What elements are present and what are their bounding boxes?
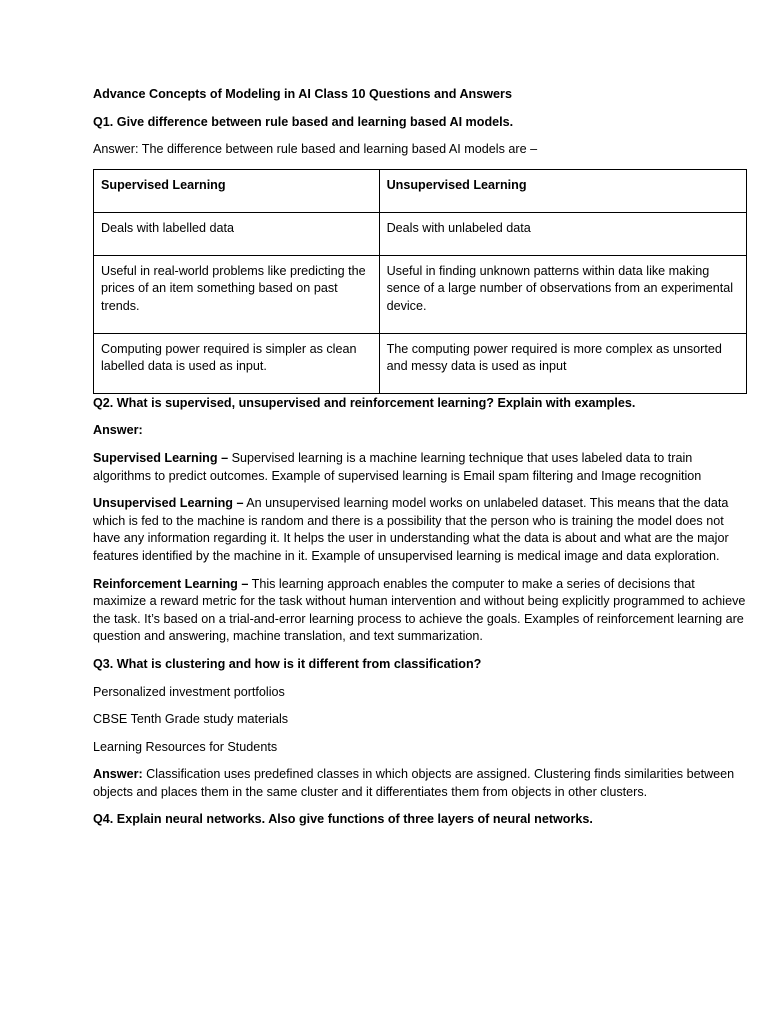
table-header-cell: Supervised Learning xyxy=(94,169,380,212)
table-row xyxy=(94,255,747,333)
table-cell: Computing power required is simpler as clean labelled data is used as input. xyxy=(94,333,380,393)
definition-text: An unsupervised learning model works on unlabeled dataset. This means that the data which is fed to the machine is random and there is a possibility that the person who is training the model does not have any information regarding it. It helps the user in understanding what the data is about and what are the major features identified by the machine in it. Example of unsupervised learning is medical image and data exploration. xyxy=(93,496,729,563)
question-1: Q1. Give difference between rule based and learning based AI models. xyxy=(93,114,514,129)
question-3: Q3. What is clustering and how is it different from classification? xyxy=(93,656,482,671)
table-header-row xyxy=(94,169,747,212)
document-content xyxy=(93,86,748,839)
definition-supervised xyxy=(93,450,748,485)
answer-1-intro: Answer: The difference between rule based and learning based AI models are – xyxy=(93,142,538,157)
table-cell: Deals with unlabeled data xyxy=(379,212,746,255)
related-link[interactable]: CBSE Tenth Grade study materials xyxy=(93,712,289,727)
question-2: Q2. What is supervised, unsupervised and reinforcement learning? Explain with examples. xyxy=(93,395,636,410)
table-cell: Useful in real-world problems like predicting the prices of an item something based on past trends. xyxy=(94,255,380,333)
answer-3-text: Classification uses predefined classes in which objects are assigned. Clustering finds similarities between objects and places them in the same cluster and it differentiates them from objects in other clusters. xyxy=(93,767,735,799)
definition-text: Supervised learning is a machine learning technique that uses labeled data to train algorithms to predict outcomes. Example of supervised learning is Email spam filtering and Image recognition xyxy=(93,450,702,483)
definition-reinforcement xyxy=(93,576,748,646)
answer-3 xyxy=(93,766,748,801)
comparison-table xyxy=(93,169,747,394)
related-link[interactable]: Personalized investment portfolios xyxy=(93,684,285,699)
table-row xyxy=(94,212,747,255)
table-header-cell: Unsupervised Learning xyxy=(379,169,746,212)
answer-2-label: Answer: xyxy=(93,423,143,438)
answer-3-label: Answer: xyxy=(93,767,143,782)
document-title: Advance Concepts of Modeling in AI Class 10 Questions and Answers xyxy=(93,87,512,101)
table-cell: Deals with labelled data xyxy=(94,212,380,255)
definition-text: This learning approach enables the computer to make a series of decisions that maximize a reward metric for the task without human intervention and without being explicitly programmed to achieve the task. It’s based on a trial-and-error learning process to achieve the goals. Examples of reinforcement learning are question and answering, machine translation, and text summarization. xyxy=(93,576,746,644)
table-row xyxy=(94,333,747,393)
definition-term: Reinforcement Learning – xyxy=(93,576,249,591)
table-cell: Useful in finding unknown patterns within data like making sence of a large number of observations from an experimental device. xyxy=(379,255,746,333)
question-4: Q4. Explain neural networks. Also give functions of three layers of neural networks. xyxy=(93,812,593,827)
table-cell: The computing power required is more complex as unsorted and messy data is used as input xyxy=(379,333,746,393)
related-link[interactable]: Learning Resources for Students xyxy=(93,739,278,754)
definition-term: Supervised Learning – xyxy=(93,450,229,465)
definition-term: Unsupervised Learning – xyxy=(93,496,244,511)
definition-unsupervised xyxy=(93,495,748,565)
